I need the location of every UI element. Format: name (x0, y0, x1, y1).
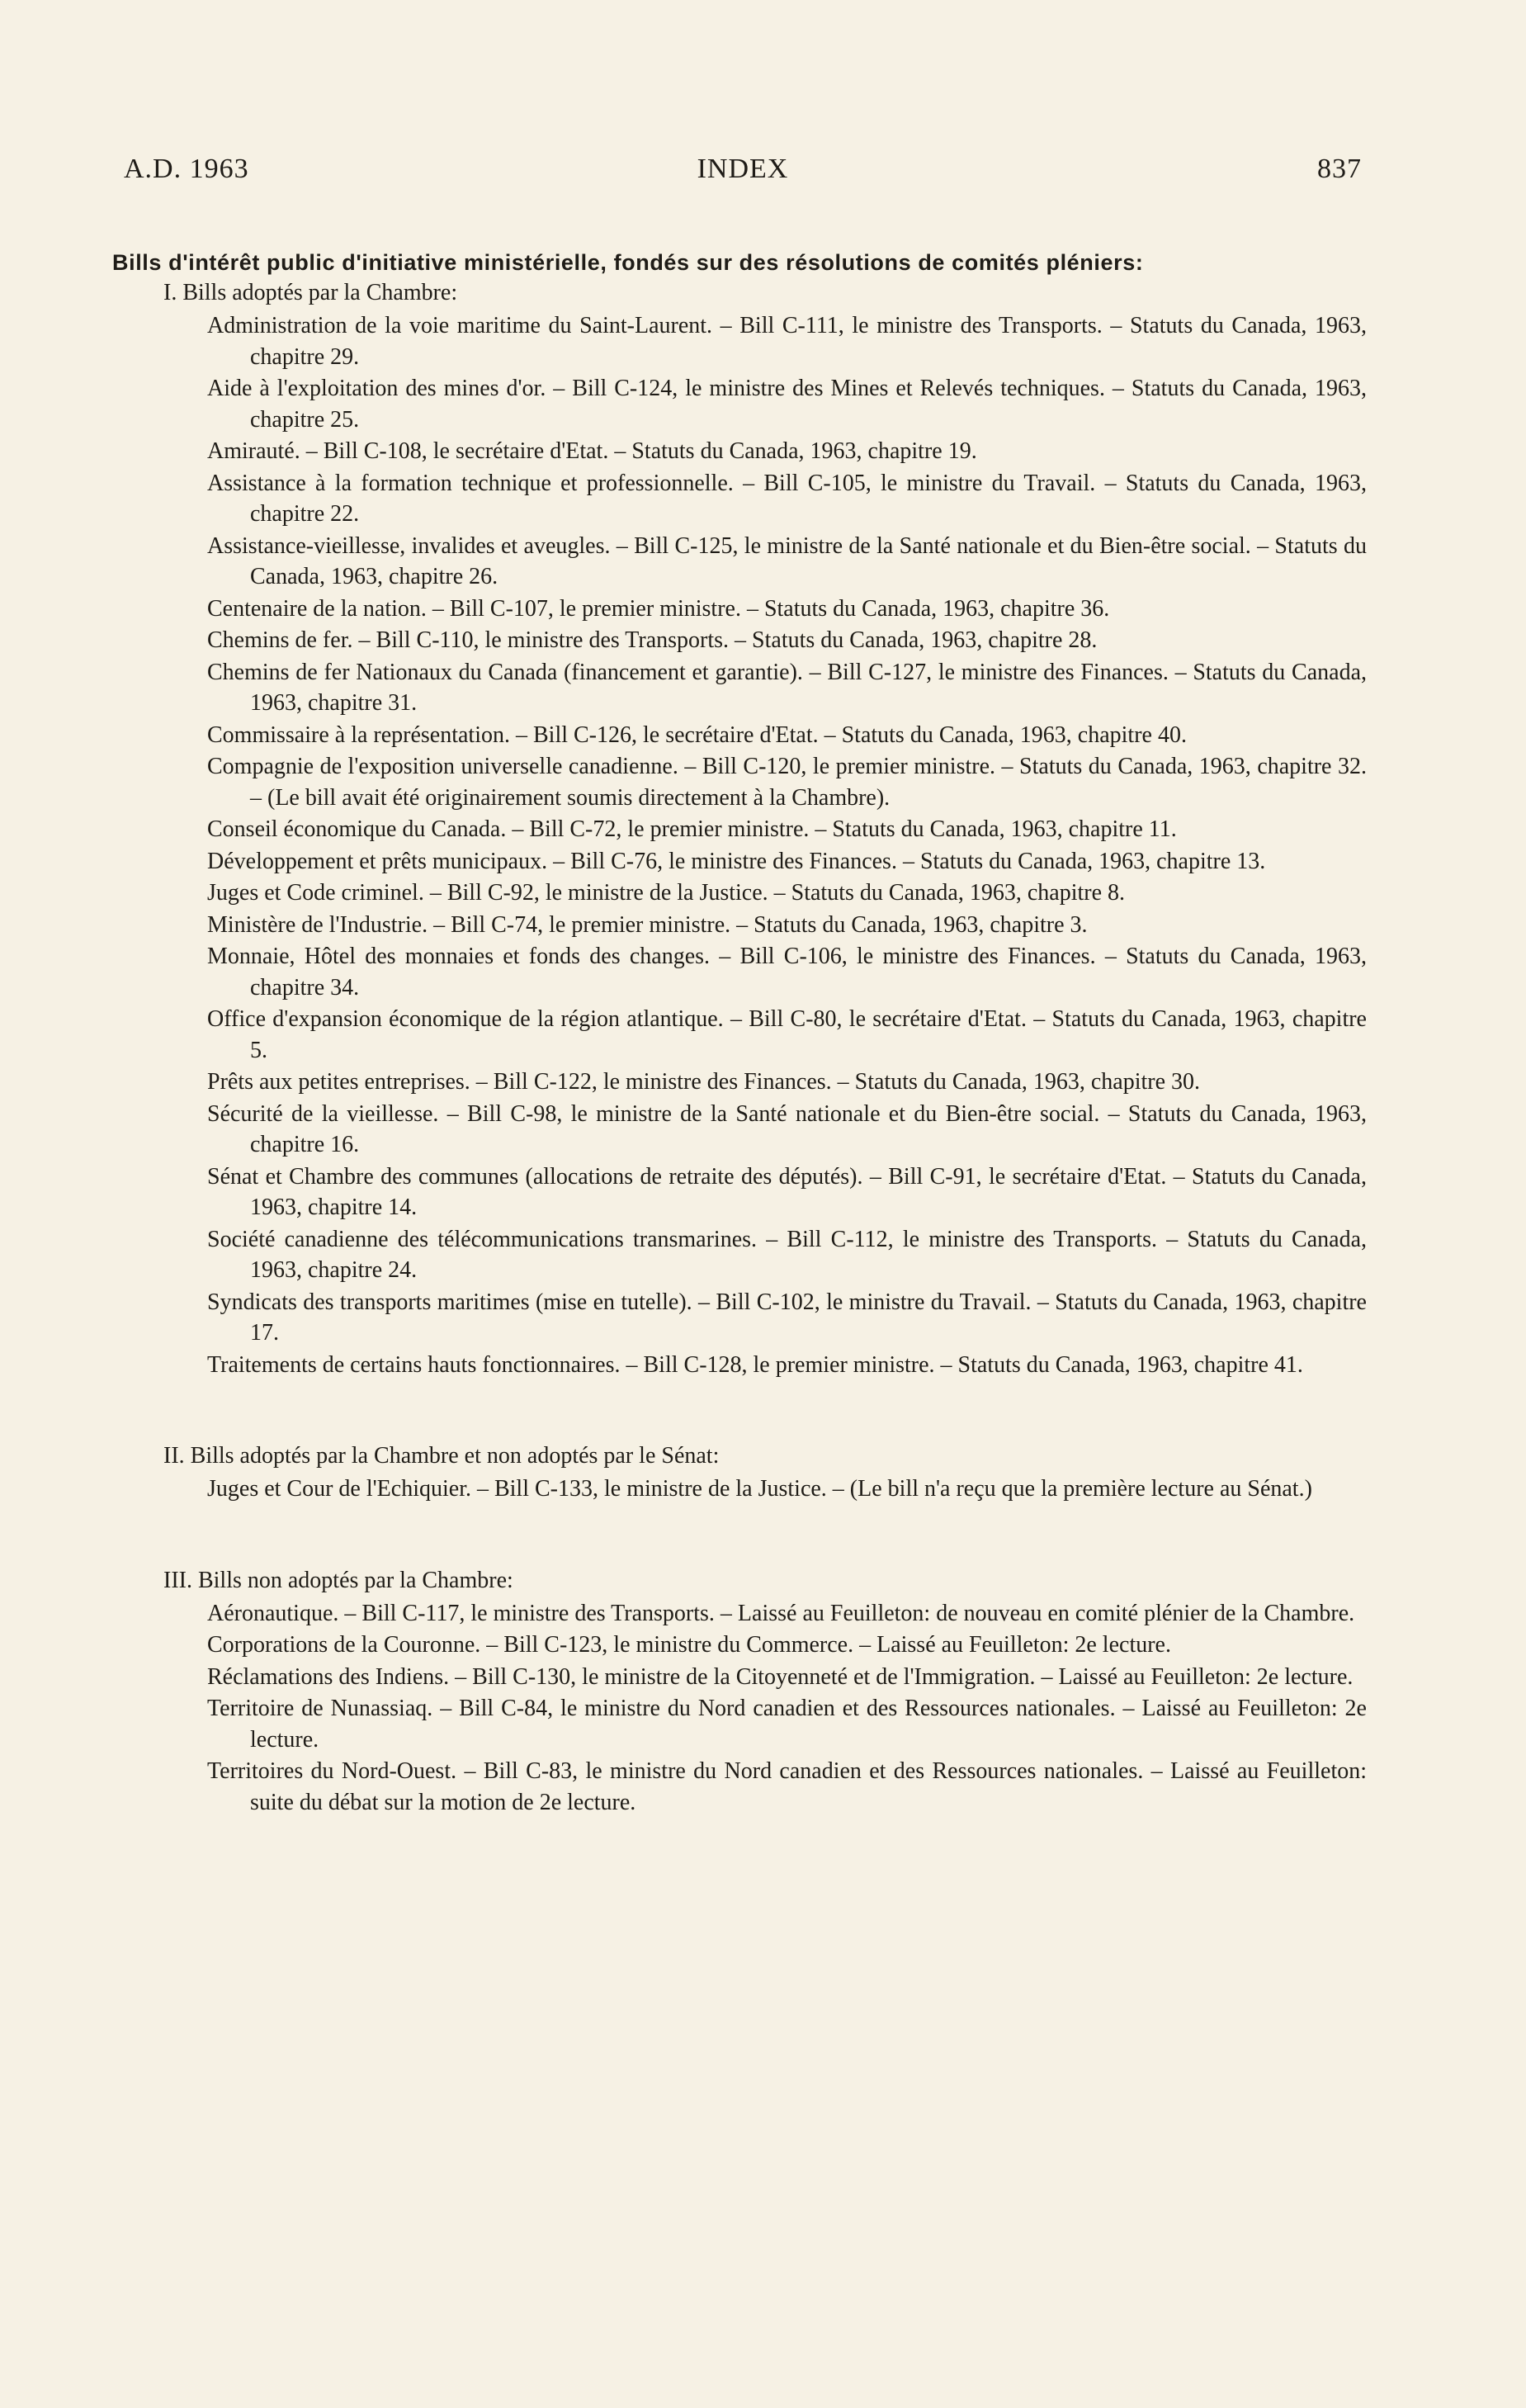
index-entry: Assistance à la formation technique et professionnelle. – Bill C-105, le ministre du Travail. – Statuts du Canada, 1963, chapitre 22. (207, 470, 1367, 527)
index-entry: Juges et Cour de l'Echiquier. – Bill C-133, le ministre de la Justice. – (Le bill n'a reçu que la première lecture au Sénat.) (207, 1476, 1312, 1502)
entry-list (163, 310, 1367, 1380)
section-heading: III. Bills non adoptés par la Chambre: (163, 1567, 513, 1593)
index-entry: Réclamations des Indiens. – Bill C-130, le ministre de la Citoyenneté et de l'Immigration. – Laissé au Feuilleton: 2e lecture. (207, 1663, 1354, 1690)
index-entry: Commissaire à la représentation. – Bill C-126, le secrétaire d'Etat. – Statuts du Canada, 1963, chapitre 40. (207, 721, 1187, 748)
running-header (124, 154, 1362, 190)
index-entry: Conseil économique du Canada. – Bill C-72, le premier ministre. – Statuts du Canada, 1963, chapitre 11. (207, 816, 1177, 842)
index-entry: Traitements de certains hauts fonctionnaires. – Bill C-128, le premier ministre. – Statuts du Canada, 1963, chapitre 41. (207, 1351, 1303, 1378)
index-entry: Prêts aux petites entreprises. – Bill C-122, le ministre des Finances. – Statuts du Canada, 1963, chapitre 30. (207, 1069, 1201, 1095)
index-entry: Amirauté. – Bill C-108, le secrétaire d'Etat. – Statuts du Canada, 1963, chapitre 19. (207, 438, 977, 464)
index-entry: Office d'expansion économique de la région atlantique. – Bill C-80, le secrétaire d'Etat. – Statuts du Canada, 1963, chapitre 5. (207, 1006, 1367, 1063)
index-entry: Monnaie, Hôtel des monnaies et fonds des changes. – Bill C-106, le ministre des Finances. – Statuts du Canada, 1963, chapitre 34. (207, 944, 1367, 1001)
main-heading: Bills d'intérêt public d'initiative ministérielle, fondés sur des résolutions de comités pléniers: (112, 250, 1144, 275)
index-entry: Société canadienne des télécommunications transmarines. – Bill C-112, le ministre des Transports. – Statuts du Canada, 1963, chapitre 24. (207, 1226, 1367, 1283)
index-entry: Assistance-vieillesse, invalides et aveugles. – Bill C-125, le ministre de la Santé nationale et du Bien-être social. – Statuts du Canada, 1963, chapitre 26. (207, 532, 1367, 589)
index-entry: Administration de la voie maritime du Saint-Laurent. – Bill C-111, le ministre des Transports. – Statuts du Canada, 1963, chapitre 29. (207, 313, 1367, 370)
index-entry: Syndicats des transports maritimes (mise en tutelle). – Bill C-102, le ministre du Travail. – Statuts du Canada, 1963, chapitre 17. (207, 1289, 1367, 1346)
index-entry: Aéronautique. – Bill C-117, le ministre des Transports. – Laissé au Feuilleton: de nouveau en comité plénier de la Chambre. (207, 1600, 1355, 1626)
index-entry: Compagnie de l'exposition universelle canadienne. – Bill C-120, le premier ministre. – Statuts du Canada, 1963, chapitre 32. – (Le bill avait été originairement soumis directement à la Chambre). (207, 754, 1367, 811)
entry-list (163, 1474, 1367, 1505)
index-content (112, 248, 1367, 1819)
header-title: INDEX (697, 154, 789, 184)
index-entry: Développement et prêts municipaux. – Bill C-76, le ministre des Finances. – Statuts du Canada, 1963, chapitre 13. (207, 848, 1266, 874)
index-entry: Aide à l'exploitation des mines d'or. – Bill C-124, le ministre des Mines et Relevés techniques. – Statuts du Canada, 1963, chapitre 25. (207, 376, 1367, 433)
index-entry: Chemins de fer. – Bill C-110, le ministre des Transports. – Statuts du Canada, 1963, chapitre 28. (207, 627, 1098, 653)
section-not-adopted (163, 1565, 1367, 1819)
header-year: A.D. 1963 (124, 154, 249, 184)
index-entry: Juges et Code criminel. – Bill C-92, le ministre de la Justice. – Statuts du Canada, 1963, chapitre 8. (207, 880, 1126, 906)
page-number: 837 (1317, 154, 1362, 184)
section-heading: I. Bills adoptés par la Chambre: (163, 280, 458, 305)
index-entry: Ministère de l'Industrie. – Bill C-74, le premier ministre. – Statuts du Canada, 1963, chapitre 3. (207, 911, 1088, 938)
section-adopted-not-senate (163, 1441, 1367, 1505)
section-spacer (112, 1381, 1367, 1441)
index-entry: Sécurité de la vieillesse. – Bill C-98, le ministre de la Santé nationale et du Bien-être social. – Statuts du Canada, 1963, chapitre 16. (207, 1100, 1367, 1157)
index-entry: Centenaire de la nation. – Bill C-107, le premier ministre. – Statuts du Canada, 1963, chapitre 36. (207, 595, 1110, 622)
section-heading: II. Bills adoptés par la Chambre et non adoptés par le Sénat: (163, 1443, 720, 1469)
index-entry: Sénat et Chambre des communes (allocations de retraite des députés). – Bill C-91, le secrétaire d'Etat. – Statuts du Canada, 1963, chapitre 14. (207, 1163, 1367, 1220)
index-entry: Territoires du Nord-Ouest. – Bill C-83, le ministre du Nord canadien et des Ressources nationales. – Laissé au Feuilleton: suite du débat sur la motion de 2e lecture. (207, 1758, 1367, 1815)
section-spacer (112, 1506, 1367, 1565)
entry-list (163, 1598, 1367, 1819)
index-entry: Chemins de fer Nationaux du Canada (financement et garantie). – Bill C-127, le ministre des Finances. – Statuts du Canada, 1963, chapitre 31. (207, 659, 1367, 716)
index-entry: Corporations de la Couronne. – Bill C-123, le ministre du Commerce. – Laissé au Feuilleton: 2e lecture. (207, 1632, 1171, 1658)
section-adopted (163, 277, 1367, 1380)
index-entry: Territoire de Nunassiaq. – Bill C-84, le ministre du Nord canadien et des Ressources nationales. – Laissé au Feuilleton: 2e lecture. (207, 1696, 1367, 1753)
